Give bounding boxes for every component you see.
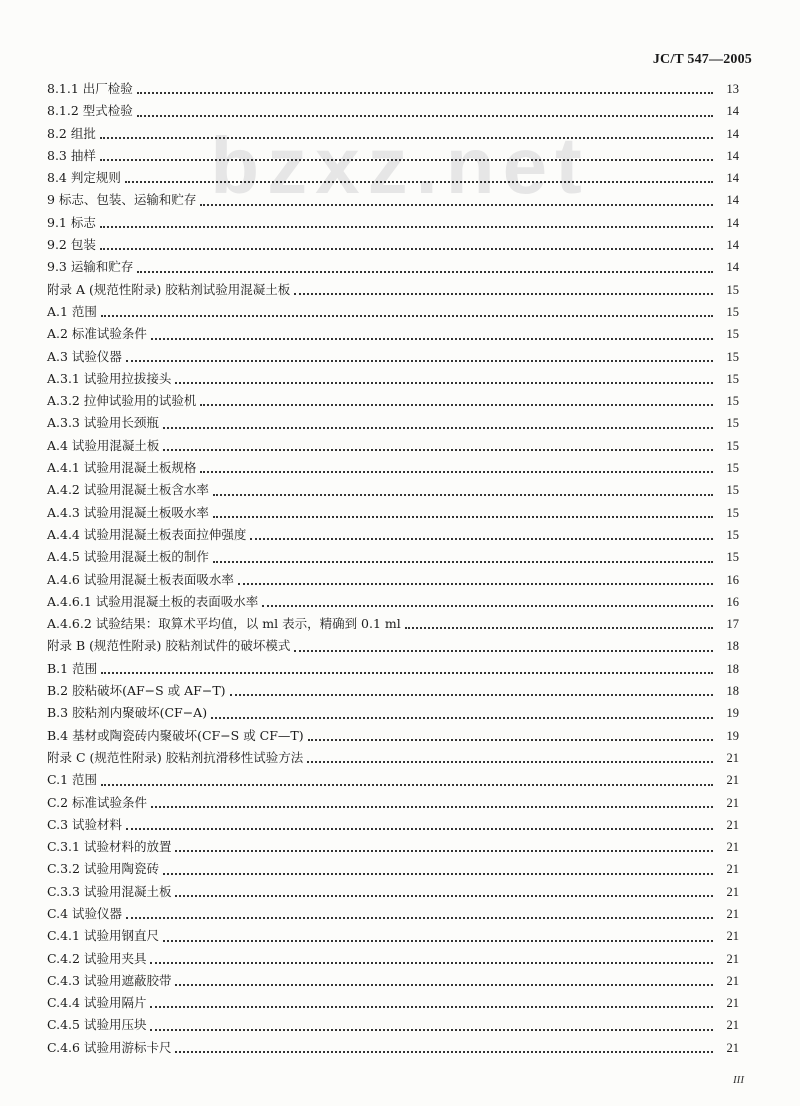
toc-entry-page: 21 [726,750,739,765]
toc-entry-page: 19 [726,728,739,743]
toc-dot-leader [151,806,713,808]
toc-entry[interactable] [47,814,739,836]
toc-entry-page: 14 [726,260,739,275]
toc-dot-leader [405,627,713,629]
toc-entry-title: C.4.5 试验用压块 [47,1017,147,1033]
toc-entry-title: A.3.1 试验用拉拔接头 [47,370,172,386]
toc-entry-title: C.2 标准试验条件 [47,794,148,810]
toc-entry-title: A.4.6 试验用混凝土板表面吸水率 [47,571,234,587]
toc-dot-leader [150,1006,713,1008]
toc-entry[interactable] [47,100,739,122]
toc-entry-title: A.1 范围 [47,303,97,319]
toc-entry-page: 21 [726,929,739,944]
toc-entry-title: C.4.2 试验用夹具 [47,950,147,966]
toc-entry[interactable] [47,368,739,390]
toc-dot-leader [150,1029,713,1031]
toc-entry-title: A.4 试验用混凝土板 [47,437,160,453]
toc-entry-page: 14 [726,126,739,141]
toc-entry-page: 15 [726,550,739,565]
toc-entry-page: 15 [726,282,739,297]
toc-entry-page: 14 [726,148,739,163]
toc-dot-leader [175,984,713,986]
toc-entry[interactable] [47,792,739,814]
toc-entry[interactable] [47,970,739,992]
toc-entry-title: B.1 范围 [47,660,98,676]
toc-entry[interactable] [47,635,739,657]
toc-entry[interactable] [47,1014,739,1036]
toc-entry[interactable] [47,992,739,1014]
toc-entry-page: 16 [726,594,739,609]
toc-entry-page: 15 [726,416,739,431]
toc-dot-leader [238,583,713,585]
toc-dot-leader [163,873,713,875]
toc-entry-page: 15 [726,483,739,498]
toc-dot-leader [294,293,713,295]
toc-entry[interactable] [47,881,739,903]
toc-entry[interactable] [47,702,739,724]
toc-entry[interactable] [47,569,739,591]
toc-entry-title: A.3 试验仪器 [47,348,122,364]
toc-entry-page: 15 [726,394,739,409]
toc-entry-title: 附录 B (规范性附录) 胶粘剂试件的破坏模式 [47,638,291,654]
document-code: JC/T 547—2005 [652,52,752,67]
toc-entry[interactable] [47,323,739,345]
toc-dot-leader [126,917,713,919]
toc-entry[interactable] [47,769,739,791]
toc-entry-title: A.3.3 试验用长颈瓶 [47,415,159,431]
toc-dot-leader [101,784,713,786]
toc-entry-page: 21 [726,862,739,877]
toc-dot-leader [100,137,713,139]
toc-dot-leader [163,449,713,451]
toc-entry[interactable] [47,836,739,858]
toc-dot-leader [163,427,713,429]
toc-entry-page: 21 [726,795,739,810]
toc-entry[interactable] [47,502,739,524]
toc-entry-page: 21 [726,1018,739,1033]
toc-entry-title: A.3.2 拉伸试验用的试验机 [47,393,197,409]
toc-entry-page: 15 [726,304,739,319]
toc-entry-page: 13 [726,82,739,96]
toc-dot-leader [200,404,713,406]
toc-entry[interactable] [47,479,739,501]
toc-entry-page: 18 [726,684,739,699]
toc-entry-title: A.4.6.1 试验用混凝土板的表面吸水率 [47,593,259,609]
toc-entry[interactable] [47,903,739,925]
toc-entry-page: 21 [726,884,739,899]
toc-entry-page: 14 [726,215,739,230]
toc-entry-title: A.2 标准试验条件 [47,326,147,342]
toc-entry-title: 8.2 组批 [47,125,96,141]
toc-dot-leader [200,204,713,206]
toc-entry-page: 14 [726,238,739,253]
toc-dot-leader [307,761,713,763]
toc-entry-title: C.3.2 试验用陶瓷砖 [47,861,159,877]
toc-entry-title: A.4.2 试验用混凝土板含水率 [47,482,209,498]
toc-entry[interactable] [47,725,739,747]
toc-entry-title: A.4.3 试验用混凝土板吸水率 [47,504,209,520]
toc-entry[interactable] [47,435,739,457]
toc-entry-title: C.4.3 试验用遮蔽胶带 [47,972,172,988]
toc-entry-page: 16 [726,572,739,587]
toc-entry-page: 14 [726,193,739,208]
toc-entry-title: C.4.6 试验用游标卡尺 [47,1039,172,1055]
toc-dot-leader [175,382,713,384]
toc-entry-title: A.4.6.2 试验结果：取算术平均值，以 ml 表示，精确到 0.1 ml [47,616,401,632]
toc-entry[interactable] [47,301,739,323]
toc-entry-title: A.4.1 试验用混凝土板规格 [47,460,197,476]
toc-entry-page: 21 [726,840,739,855]
toc-dot-leader [101,672,713,674]
toc-entry-title: B.2 胶粘破坏(AF−S 或 AF−T) [47,683,226,699]
toc-entry[interactable] [47,925,739,947]
toc-entry-title: C.4 试验仪器 [47,905,123,921]
toc-entry[interactable] [47,747,739,769]
toc-entry-title: C.3.3 试验用混凝土板 [47,883,172,899]
toc-dot-leader [137,271,713,273]
toc-entry[interactable] [47,412,739,434]
toc-entry[interactable] [47,658,739,680]
toc-entry-title: B.3 胶粘剂内聚破坏(CF−A) [47,705,208,721]
toc-dot-leader [175,895,713,897]
toc-entry-title: A.4.5 试验用混凝土板的制作 [47,549,209,565]
toc-entry-page: 15 [726,371,739,386]
toc-entry-page: 21 [726,996,739,1011]
toc-dot-leader [126,360,713,362]
toc-entry-title: 8.1.1 出厂检验 [47,81,133,96]
toc-dot-leader [126,828,713,830]
toc-dot-leader [151,338,713,340]
toc-entry[interactable] [47,1037,739,1059]
toc-entry-page: 15 [726,461,739,476]
toc-entry-page: 21 [726,773,739,788]
toc-entry-page: 15 [726,527,739,542]
page-number: III [733,1074,744,1086]
table-of-contents [47,78,739,1059]
toc-entry[interactable] [47,546,739,568]
toc-dot-leader [163,940,713,942]
toc-entry-page: 18 [726,661,739,676]
toc-entry-page: 21 [726,1040,739,1055]
toc-dot-leader [213,561,713,563]
toc-entry[interactable] [47,78,739,100]
toc-entry-title: 9.3 运输和贮存 [47,259,134,275]
toc-entry[interactable] [47,145,739,167]
toc-entry-page: 21 [726,973,739,988]
toc-entry[interactable] [47,212,739,234]
toc-dot-leader [175,850,713,852]
watermark: bzxz.net [210,121,590,210]
toc-dot-leader [150,962,713,964]
toc-dot-leader [211,717,713,719]
toc-entry[interactable] [47,591,739,613]
toc-entry-page: 18 [726,639,739,654]
toc-dot-leader [100,159,713,161]
toc-entry[interactable] [47,524,739,546]
toc-entry-title: C.4.4 试验用隔片 [47,995,147,1011]
toc-entry[interactable] [47,256,739,278]
toc-entry-title: B.4 基材或陶瓷砖内聚破坏(CF−S 或 CF—T) [47,727,304,743]
toc-dot-leader [308,739,713,741]
toc-entry-title: 9.2 包装 [47,237,96,253]
toc-entry[interactable] [47,279,739,301]
toc-dot-leader [200,471,713,473]
toc-dot-leader [125,181,713,183]
toc-entry-page: 14 [726,104,739,119]
toc-entry[interactable] [47,457,739,479]
toc-dot-leader [175,1051,713,1053]
toc-entry-title: 8.4 判定规则 [47,170,121,186]
toc-dot-leader [213,516,713,518]
toc-dot-leader [250,538,713,540]
toc-entry-title: 8.3 抽样 [47,147,96,163]
toc-entry[interactable] [47,948,739,970]
toc-entry-title: 附录 A (规范性附录) 胶粘剂试验用混凝土板 [47,281,291,297]
toc-entry-page: 17 [726,617,739,632]
toc-entry-title: 9.1 标志 [47,214,96,230]
toc-entry-title: A.4.4 试验用混凝土板表面拉伸强度 [47,526,247,542]
toc-entry[interactable] [47,189,739,211]
toc-dot-leader [213,494,713,496]
toc-dot-leader [100,226,713,228]
toc-entry-title: C.3 试验材料 [47,816,123,832]
toc-entry-page: 15 [726,327,739,342]
toc-entry-page: 15 [726,349,739,364]
toc-entry-page: 21 [726,951,739,966]
toc-entry-page: 15 [726,438,739,453]
toc-entry-title: C.1 范围 [47,772,98,788]
toc-entry[interactable] [47,346,739,368]
toc-entry-title: C.3.1 试验材料的放置 [47,839,172,855]
toc-entry[interactable] [47,123,739,145]
toc-entry-title: 附录 C (规范性附录) 胶粘剂抗滑移性试验方法 [47,749,304,765]
toc-entry[interactable] [47,680,739,702]
toc-entry-page: 21 [726,817,739,832]
toc-entry-page: 15 [726,505,739,520]
toc-entry[interactable] [47,858,739,880]
toc-entry-title: C.4.1 试验用钢直尺 [47,928,159,944]
toc-dot-leader [137,115,713,117]
toc-dot-leader [230,694,713,696]
toc-entry-page: 21 [726,906,739,921]
toc-entry-title: 9 标志、包装、运输和贮存 [47,192,197,208]
toc-entry[interactable] [47,167,739,189]
toc-entry-page: 14 [726,171,739,186]
toc-dot-leader [294,650,713,652]
toc-entry[interactable] [47,234,739,256]
toc-entry[interactable] [47,613,739,635]
toc-dot-leader [100,248,713,250]
toc-dot-leader [262,605,713,607]
toc-dot-leader [101,315,713,317]
toc-entry-page: 19 [726,706,739,721]
toc-entry[interactable] [47,390,739,412]
toc-entry-title: 8.1.2 型式检验 [47,103,133,119]
toc-dot-leader [137,92,713,94]
